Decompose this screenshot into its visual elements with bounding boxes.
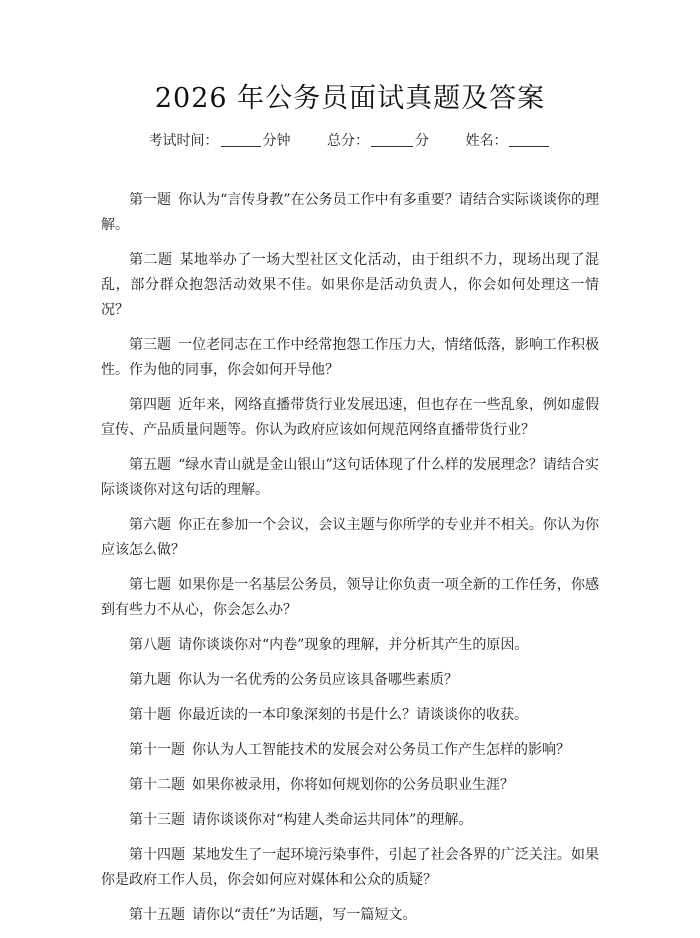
question-item [101,703,599,728]
question-text: 如果你被录用，你将如何规划你的公务员职业生涯？ [192,777,514,793]
total-score-unit: 分 [415,133,429,149]
exam-info-line [0,131,700,151]
question-text: 你认为一名优秀的公务员应该具备哪些素质？ [178,672,458,688]
question-text: 你正在参加一个会议，会议主题与你所学的专业并不相关。你认为你应该怎么做？ [101,517,599,558]
question-number: 第十二题 [129,777,185,793]
question-number: 第十三题 [129,812,185,828]
question-item [101,393,599,443]
question-number: 第二题 [129,252,173,268]
question-item [101,843,599,893]
question-item [101,773,599,798]
exam-time-unit: 分钟 [262,133,291,149]
exam-time-label: 考试时间： [148,133,219,149]
question-list [101,188,599,938]
question-number: 第五题 [129,457,172,473]
question-number: 第十五题 [129,907,185,923]
total-score-label: 总分： [327,133,369,149]
total-score-field [327,131,429,151]
question-item [101,668,599,693]
question-number: 第十题 [129,707,171,723]
question-number: 第十一题 [129,742,185,758]
question-text: “绿水青山就是金山银山”这句话体现了什么样的发展理念？请结合实际谈谈你对这句话的理解。 [101,457,599,498]
question-number: 第七题 [129,577,172,593]
name-field [465,131,551,151]
question-text: 你认为“言传身教”在公务员工作中有多重要？请结合实际谈谈你的理解。 [101,192,599,233]
question-item [101,513,599,563]
question-number: 第六题 [129,517,172,533]
question-text: 近年来，网络直播带货行业发展迅速，但也存在一些乱象，例如虚假宣传、产品质量问题等。你认为政府应该如何规范网络直播带货行业？ [101,397,599,438]
name-label: 姓名： [465,133,508,149]
question-text: 一位老同志在工作中经常抱怨工作压力大，情绪低落，影响工作积极性。作为他的同事，你会如何开导他？ [101,337,599,378]
question-item [101,248,599,323]
question-text: 某地举办了一场大型社区文化活动，由于组织不力，现场出现了混乱，部分群众抱怨活动效果不佳。如果你是活动负责人，你会如何处理这一情况？ [101,252,599,318]
question-item [101,633,599,658]
question-item [101,333,599,383]
question-number: 第四题 [129,397,172,413]
question-item [101,453,599,503]
exam-time-blank [221,132,261,147]
exam-time-field [149,131,291,151]
question-item [101,808,599,833]
question-text: 你认为人工智能技术的发展会对公务员工作产生怎样的影响？ [192,742,570,758]
question-text: 请你谈谈你对“内卷”现象的理解，并分析其产生的原因。 [178,637,529,653]
question-text: 你最近读的一本印象深刻的书是什么？请谈谈你的收获。 [178,707,528,723]
question-number: 第九题 [129,672,171,688]
question-text: 请你谈谈你对“构建人类命运共同体”的理解。 [192,812,473,828]
question-number: 第十四题 [129,847,186,863]
question-item [101,188,599,238]
question-number: 第八题 [129,637,171,653]
question-number: 第一题 [129,192,172,208]
total-score-blank [371,132,413,147]
question-item [101,738,599,763]
question-text: 如果你是一名基层公务员，领导让你负责一项全新的工作任务，你感到有些力不从心，你会怎么办？ [101,577,599,618]
page-title: 2026 年公务员面试真题及答案 [154,83,546,114]
question-text: 请你以“责任”为话题，写一篇短文。 [192,907,417,923]
question-item [101,903,599,928]
question-number: 第三题 [129,337,172,353]
question-item [101,573,599,623]
name-blank [509,132,549,147]
question-text: 某地发生了一起环境污染事件，引起了社会各界的广泛关注。如果你是政府工作人员，你会如何应对媒体和公众的质疑？ [101,847,599,888]
